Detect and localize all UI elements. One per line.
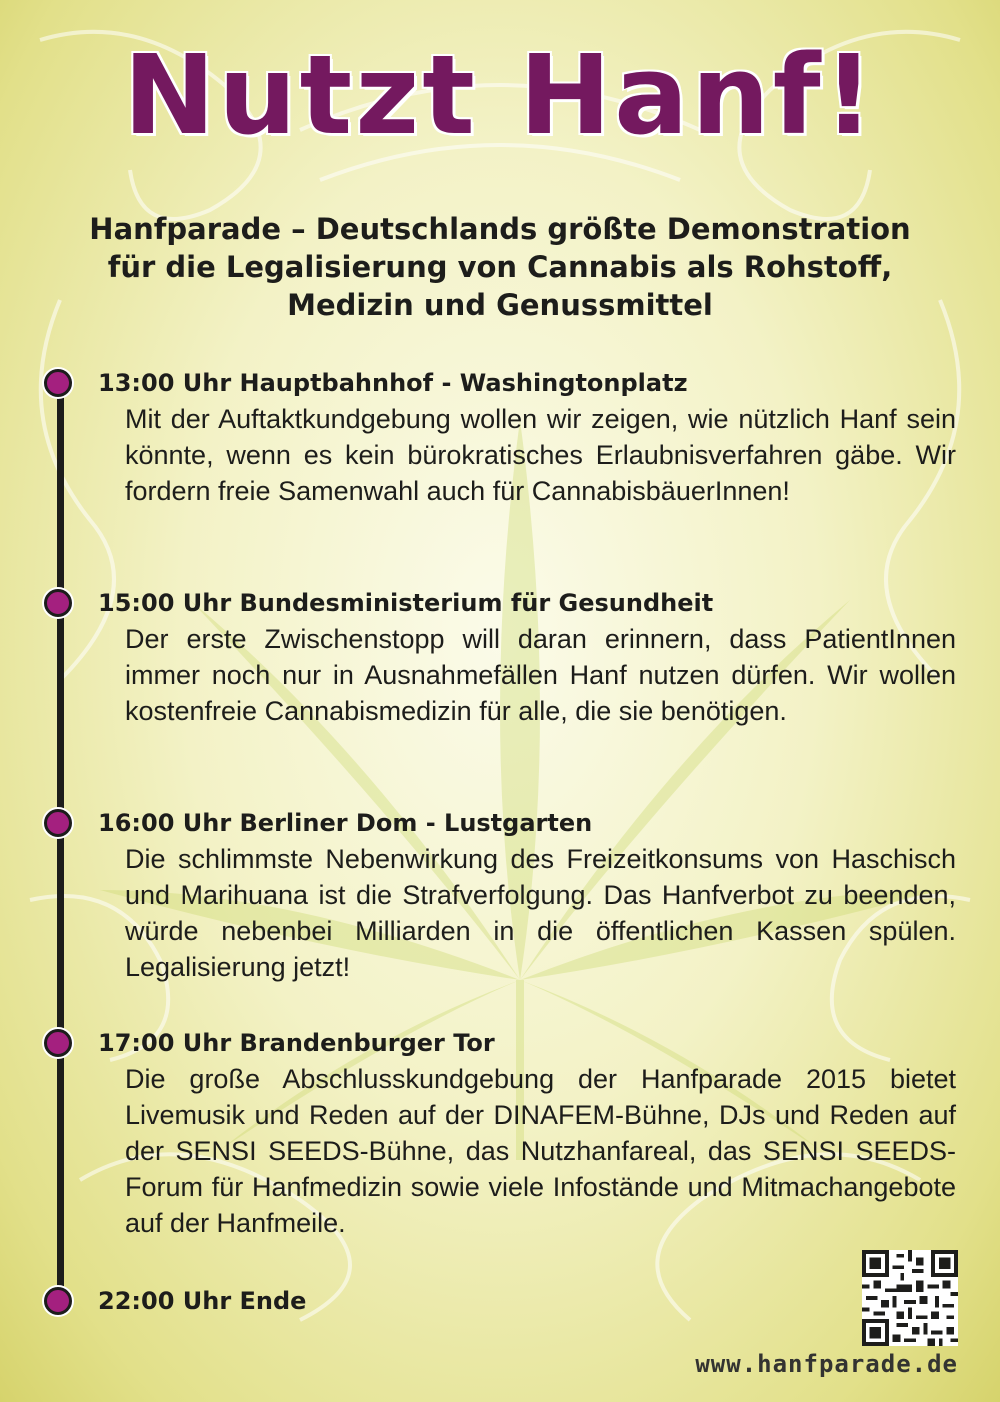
- qr-code-icon[interactable]: [862, 1250, 958, 1346]
- schedule-text: Der erste Zwischenstopp will daran erinnern, dass PatientInnen immer noch nur in Ausnahmefällen Hanf nutzen dürfen. Wir wollen kostenfreie Cannabismedizin für alle, die sie benötigen.: [125, 624, 956, 726]
- timeline-dot: [44, 809, 72, 837]
- schedule-entry: [98, 587, 958, 729]
- subtitle-line-3: Medizin und Genussmittel: [287, 288, 713, 322]
- timeline-dot: [44, 589, 72, 617]
- subtitle-line-2: für die Legalisierung von Cannabis als Rohstoff,: [107, 250, 893, 284]
- schedule-heading: 13:00 Uhr Hauptbahnhof - Washingtonplatz: [98, 369, 688, 397]
- page-title: Nutzt Hanf!: [123, 31, 877, 159]
- schedule-text: Die große Abschlusskundgebung der Hanfparade 2015 bietet Livemusik und Reden auf der DINAFEM-Bühne, DJs und Reden auf der SENSI SEEDS-Bühne, das Nutzhanfareal, das SENSI SEEDS-Forum für Hanfmedizin sowie viele Infostände und Mitmachangebote auf der Hanfmeile.: [125, 1064, 956, 1238]
- schedule-entry: [98, 1285, 958, 1319]
- schedule-heading: 16:00 Uhr Berliner Dom - Lustgarten: [98, 809, 593, 837]
- schedule-heading: 22:00 Uhr Ende: [98, 1287, 307, 1315]
- schedule-text: Mit der Auftaktkundgebung wollen wir zeigen, wie nützlich Hanf sein könnte, wenn es kein bürokratisches Erlaubnisverfahren gäbe. Wir fordern freie Samenwahl auch für CannabisbäuerInnen!: [125, 404, 956, 506]
- timeline-dot: [44, 1287, 72, 1315]
- schedule-entry: [98, 367, 958, 509]
- website-link[interactable]: www.hanfparade.de: [695, 1350, 958, 1378]
- timeline-line: [57, 383, 64, 1303]
- schedule-text: Die schlimmste Nebenwirkung des Freizeitkonsums von Haschisch und Marihuana ist die Strafverfolgung. Das Hanfverbot zu beenden, würde nebenbei Milliarden in die öffentlichen Kassen spülen. Legalisierung jetzt!: [125, 844, 956, 982]
- schedule-heading: 17:00 Uhr Brandenburger Tor: [98, 1029, 495, 1057]
- timeline-dot: [44, 1029, 72, 1057]
- subtitle: [40, 210, 960, 324]
- timeline-dot: [44, 369, 72, 397]
- schedule-heading: 15:00 Uhr Bundesministerium für Gesundheit: [98, 589, 714, 617]
- schedule-entry: [98, 807, 958, 985]
- schedule-entry: [98, 1027, 958, 1241]
- subtitle-line-1: Hanfparade – Deutschlands größte Demonstration: [89, 212, 911, 246]
